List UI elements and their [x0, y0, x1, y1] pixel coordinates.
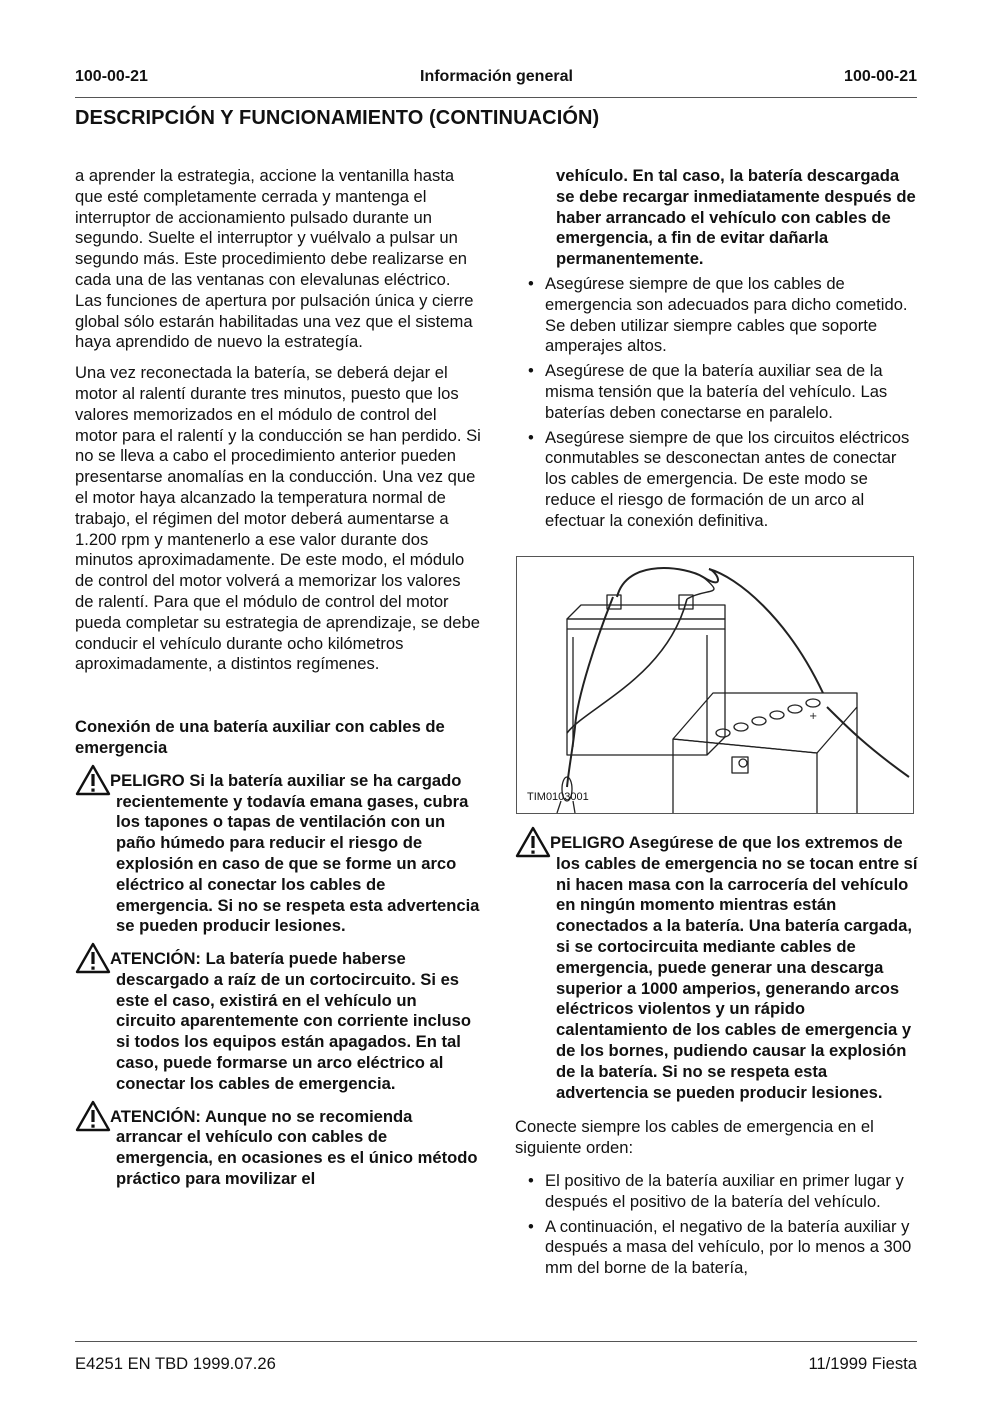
danger-warning-2 [515, 833, 921, 1103]
warning-label: ATENCIÓN: [110, 1106, 201, 1126]
jump-start-illustration [516, 556, 914, 814]
paragraph-reconnect: Una vez reconectada la batería, se deberá dejar el motor al ralentí durante tres minutos, puesto que los valores memorizados en el módulo de control del motor para el ralentí y la conducción se han perdido. Si no se lleva a cabo el procedimiento anterior pueden presentarse anomalías en la conducción. Una vez que el motor haya alcanzado la temperatura normal de trabajo, el régimen del motor deberá aumentarse a 1.200 rpm y mantenerlo a ese valor durante dos minutos aproximadamente. De este modo, el módulo de control del motor volverá a memorizar los valores de ralentí. Para que el módulo de control del motor pueda completar su estrategia de aprendizaje, se debe conducir el vehículo durante ocho kilómetros aproximadamente, a distintos regímenes. [75, 363, 481, 674]
right-column-top [515, 166, 921, 536]
warning-triangle-icon [75, 764, 111, 796]
list-item: • A continuación, el negativo de la batería auxiliar y después a masa del vehículo, por lo menos a 300 mm del borne de la batería, [528, 1216, 912, 1278]
footer-document-code: E4251 EN TBD 1999.07.26 [75, 1354, 276, 1373]
header-rule [75, 97, 917, 98]
warning-text: Si la batería auxiliar se ha cargado recientemente y todavía emana gases, cubra los tapones o tapas de ventilación con un paño húmedo para reducir el riesgo de explosión en caso de que se forme un arco eléctrico al conectar los cables de emergencia. Si no se respeta esta advertencia se pueden producir lesiones. [116, 770, 480, 936]
list-item: • Asegúrese siempre de que los circuitos eléctricos conmutables se desconectan antes de conectar los cables de emergencia. De este modo se reduce el riesgo de formación de un arco al efectuar la conexión definitiva. [528, 427, 910, 530]
caution-warning-2 [75, 1107, 481, 1190]
warning-triangle-icon [75, 942, 111, 974]
warning-label: PELIGRO [110, 770, 185, 790]
list-item: • Asegúrese siempre de que los cables de emergencia son adecuados para dicho cometido. Se deben utilizar siempre cables que soporte amperajes altos. [528, 273, 908, 356]
section-heading: Conexión de una batería auxiliar con cables de emergencia [75, 717, 445, 757]
paragraph-strategy: a aprender la estrategia, accione la ventanilla hasta que esté completamente cerrada y mantenga el interruptor de accionamiento pulsado durante un segundo. Suelte el interruptor y vuélvalo a pulsar un segundo más. Este procedimiento debe realizarse en cada una de las ventanas con elevalunas eléctrico. Las funciones de apertura por pulsación única y cierre global sólo estarán habilitadas una vez que el sistema haya aprendido de nuevo la estrategía. [75, 166, 474, 352]
footer-edition: 11/1999 Fiesta [808, 1354, 917, 1373]
list-item: • El positivo de la batería auxiliar en primer lugar y después el positivo de la batería del vehículo. [528, 1170, 904, 1211]
caution-warning-1 [75, 949, 481, 1095]
warning-triangle-icon [75, 1100, 111, 1132]
warning-text: La batería puede haberse descargado a raíz de un cortocircuito. Si es este el caso, existirá en el vehículo un circuito aparentemente con corriente incluso si todos los equipos están apagados. En tal caso, puede formarse un arco eléctrico al conectar los cables de emergencia. [116, 949, 472, 1093]
header-page-number-right: 100-00-21 [844, 68, 917, 85]
figure-caption: TIM0103001 [527, 791, 589, 803]
footer-rule [75, 1341, 917, 1342]
header-page-number-left: 100-00-21 [75, 68, 148, 85]
danger-warning-1 [75, 771, 481, 937]
batteries-with-jumper-cables-drawing [517, 557, 913, 813]
warning-label: ATENCIÓN: [110, 949, 201, 969]
svg-text:+: + [809, 711, 818, 722]
warning-triangle-icon [515, 826, 551, 858]
page-title: DESCRIPCIÓN Y FUNCIONAMIENTO (CONTINUACIÓN) [75, 107, 600, 129]
warning-text: Aunque no se recomienda arrancar el vehículo con cables de emergencia, en ocasiones es el único método práctico para movilizar el [116, 1106, 478, 1189]
warning-text: Asegúrese de que los extremos de los cables de emergencia no se tocan entre sí ni hacen masa con la carrocería del vehículo en ningún momento mientras están conectados a la batería. Una batería cargada, si se cortocircuita mediante cables de emergencia, puede generar una descarga superior a 1000 amperios, generando arcos eléctricos violentos y un rápido calentamiento de los cables de emergencia y de los bornes, pudiendo causar la explosión de la batería. Si no se respeta esta advertencia se pueden producir lesiones. [556, 833, 918, 1102]
right-column-bottom [515, 833, 921, 1283]
paragraph-connection-order: Conecte siempre los cables de emergencia en el siguiente orden: [515, 1117, 874, 1158]
connection-steps-list [515, 1171, 921, 1279]
list-item: • Asegúrese de que la batería auxiliar sea de la misma tensión que la batería del vehículo. Las baterías deben conectarse en paralelo. [528, 361, 888, 422]
left-column [75, 166, 481, 1202]
warning-continuation: vehículo. En tal caso, la batería descargada se debe recargar inmediatamente después de haber arrancado el vehículo con cables de emergencia, a fin de evitar dañarla permanentemente. [556, 166, 916, 269]
header-section-title: Información general [420, 68, 573, 85]
safety-bullet-list [515, 274, 921, 532]
warning-label: PELIGRO [550, 833, 625, 852]
